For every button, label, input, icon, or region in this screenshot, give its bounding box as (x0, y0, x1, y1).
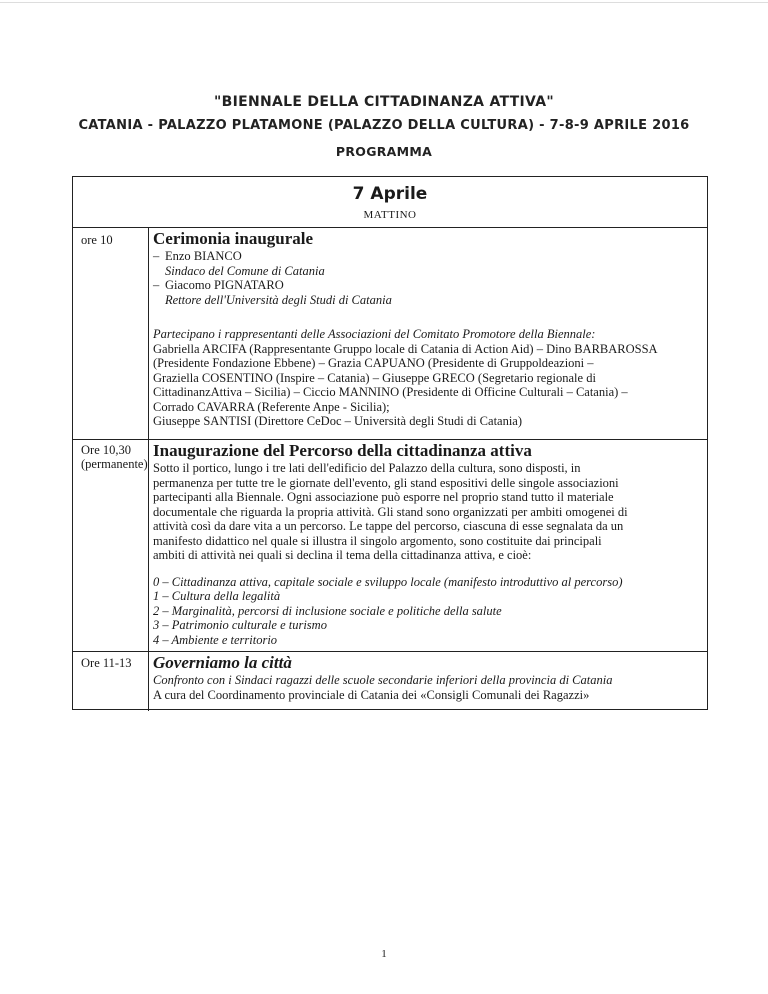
program-table (72, 176, 708, 710)
row-divider (73, 651, 707, 652)
participants-intro: Partecipano i rappresentanti delle Associazioni del Comitato Promotore della Biennale: (153, 327, 596, 341)
list-item: 3 – Patrimonio culturale e turismo (153, 618, 327, 632)
event-title: Inaugurazione del Percorso della cittadinanza attiva (153, 441, 532, 460)
column-divider (148, 227, 149, 711)
event-title: Governiamo la città (153, 653, 292, 672)
speaker-1-role: Sindaco del Comune di Catania (165, 263, 325, 278)
day-part: MATTINO (363, 209, 417, 221)
participant-line: Giuseppe SANTISI (Direttore CeDoc – Università degli Studi di Catania) (153, 414, 523, 428)
event-percorso (153, 441, 705, 647)
event-title: Cerimonia inaugurale (153, 229, 314, 248)
participant-line: Graziella COSENTINO (Inspire – Catania) – Giuseppe GRECO (Segretario regionale di (153, 370, 596, 385)
list-item: 1 – Cultura della legalità (153, 589, 281, 603)
row-divider (73, 439, 707, 440)
body-line: A cura del Coordinamento provinciale di Catania dei «Consigli Comunali dei Ragazzi» (153, 687, 590, 702)
body-line: partecipanti alla Biennale. Ogni associazione può esporre nel proprio stand tutto il materiale (153, 490, 614, 504)
page-number: 1 (381, 948, 387, 960)
body-line: Sotto il portico, lungo i tre lati dell'edificio del Palazzo della cultura, sono disposti, in (153, 461, 581, 475)
list-item: 2 – Marginalità, percorsi di inclusione sociale e politiche della salute (153, 603, 502, 618)
section-heading: PROGRAMMA (335, 144, 433, 159)
body-line: permanenza per tutte tre le giornate dell'evento, gli stand espositivi delle singole associazioni (153, 475, 619, 490)
scan-edge-line (0, 2, 768, 3)
body-line: attività così da dare vita a un percorso. Le tappe del percorso, ciascuna di esse segnalata da un (153, 519, 624, 533)
participant-line: Gabriella ARCIFA (Rappresentante Gruppo locale di Catania di Action Aid) – Dino BARBAROSSA (153, 341, 658, 356)
list-item: 4 – Ambiente e territorio (153, 632, 278, 647)
speaker-1: – Enzo BIANCO (153, 249, 242, 263)
day-header (73, 177, 707, 228)
body-line: documentale che riguarda la propria attività. Gli stand sono organizzati per ambiti omogenei di (153, 504, 628, 519)
event-time: ore 10 (81, 233, 113, 247)
participant-line: Corrado CAVARRA (Referente Anpe - Sicilia); (153, 399, 390, 414)
list-item: 0 – Cittadinanza attiva, capitale sociale e sviluppo locale (manifesto introduttivo al percorso) (153, 574, 623, 589)
event-cerimonia (153, 229, 705, 429)
body-line: Confronto con i Sindaci ragazzi delle scuole secondarie inferiori della provincia di Catania (153, 673, 613, 687)
event-time: Ore 11-13 (81, 656, 132, 670)
speaker-2: – Giacomo PIGNATARO (153, 278, 284, 292)
participant-line: (Presidente Fondazione Ebbene) – Grazia CAPUANO (Presidente di Gruppoldeazioni – (153, 356, 594, 370)
document-title: "BIENNALE DELLA CITTADINANZA ATTIVA" (214, 94, 554, 110)
body-line: manifesto didattico nel quale si illustra il singolo argomento, sono costituite dai principali (153, 533, 602, 548)
body-line: ambiti di attività nei quali si declina il tema della cittadinanza attiva, e cioè: (153, 548, 532, 562)
event-governiamo (153, 653, 705, 702)
speaker-2-role: Rettore dell'Università degli Studi di Catania (165, 292, 392, 307)
day-title: 7 Aprile (352, 184, 428, 204)
event-time: Ore 10,30 (permanente) (81, 443, 148, 471)
document-subtitle: CATANIA - PALAZZO PLATAMONE (PALAZZO DELLA CULTURA) - 7-8-9 APRILE 2016 (78, 118, 690, 133)
participant-line: CittadinanzAttiva – Sicilia) – Ciccio MANNINO (Presidente di Officine Culturali – Catania) – (153, 385, 628, 399)
